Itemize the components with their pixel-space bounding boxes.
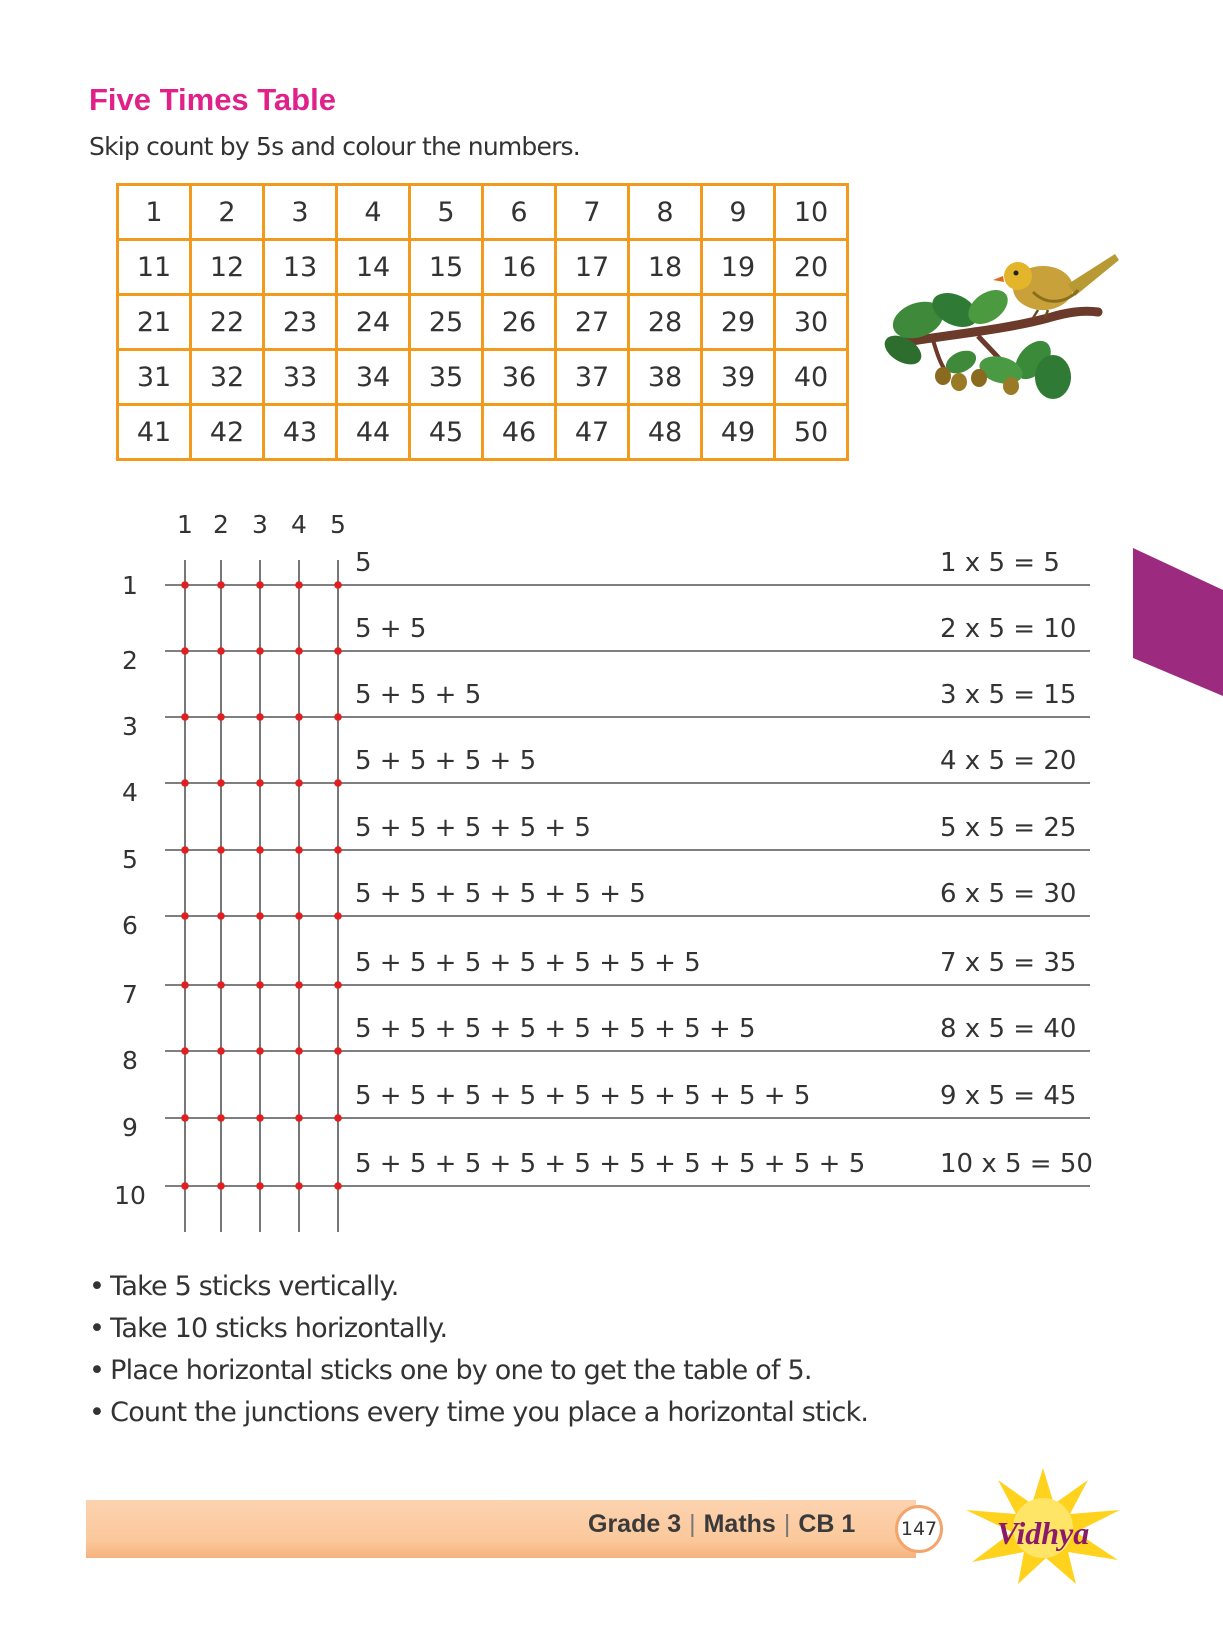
grid-cell: 22 [191,295,264,350]
footer-separator: | [689,1510,696,1538]
instruction-item: • Count the junctions every time you place a horizontal stick. [89,1392,868,1434]
grid-cell: 46 [483,405,556,460]
instruction-list [89,1266,868,1434]
row-label: 2 [122,646,138,675]
grid-cell: 18 [629,240,702,295]
junction-dot [181,1114,189,1122]
junction-dot [334,846,342,854]
grid-cell: 43 [264,405,337,460]
junction-dot [256,846,264,854]
junction-dot [181,912,189,920]
multiplication-fact: 7 x 5 = 35 [940,948,1077,978]
grid-cell: 47 [556,405,629,460]
grid-cell: 21 [118,295,191,350]
multiplication-fact: 8 x 5 = 40 [940,1014,1077,1044]
instruction-item: • Take 10 sticks horizontally. [89,1308,868,1350]
multiplication-fact: 4 x 5 = 20 [940,746,1077,776]
multiplication-fact: 3 x 5 = 15 [940,680,1077,710]
junction-dot [217,912,225,920]
junction-dot [295,647,303,655]
grid-cell: 20 [775,240,848,295]
junction-dot [295,981,303,989]
junction-dot [217,779,225,787]
repeated-addition: 5 + 5 + 5 [355,680,482,710]
multiplication-fact: 5 x 5 = 25 [940,813,1077,843]
junction-dot [334,647,342,655]
grid-cell: 24 [337,295,410,350]
grid-cell: 34 [337,350,410,405]
vertical-stick-label: 2 [213,510,229,539]
junction-dot [256,647,264,655]
row-label: 8 [122,1046,138,1075]
row-label: 7 [122,980,138,1009]
grid-cell: 7 [556,185,629,240]
grid-cell: 37 [556,350,629,405]
row-label: 5 [122,845,138,874]
grid-cell: 19 [702,240,775,295]
page-title: Five Times Table [89,82,336,117]
grid-cell: 9 [702,185,775,240]
junction-dot [295,581,303,589]
grid-cell: 3 [264,185,337,240]
junction-dot [217,981,225,989]
grid-cell: 31 [118,350,191,405]
row-label: 10 [114,1181,146,1210]
junction-dot [256,581,264,589]
junction-dot [256,1114,264,1122]
junction-dot [295,779,303,787]
junction-dot [181,1182,189,1190]
repeated-addition: 5 + 5 + 5 + 5 + 5 + 5 + 5 + 5 + 5 [355,1081,811,1111]
junction-dot [334,1182,342,1190]
junction-dot [295,1182,303,1190]
junction-dot [217,647,225,655]
row-label: 4 [122,778,138,807]
grid-cell: 36 [483,350,556,405]
grid-cell: 17 [556,240,629,295]
junction-dot [295,1114,303,1122]
junction-dot [295,912,303,920]
grid-cell: 48 [629,405,702,460]
row-label: 3 [122,712,138,741]
grid-cell: 10 [775,185,848,240]
vidhya-logo [958,1466,1128,1586]
junction-dot [181,981,189,989]
grid-cell: 50 [775,405,848,460]
junction-dot [256,1182,264,1190]
vertical-stick-label: 4 [291,510,307,539]
junction-dot [295,846,303,854]
grid-cell: 2 [191,185,264,240]
instruction-text: Skip count by 5s and colour the numbers. [89,132,580,161]
page-number: 147 [895,1505,943,1553]
grid-cell: 14 [337,240,410,295]
junction-dot [181,1047,189,1055]
junction-dot [334,912,342,920]
repeated-addition: 5 + 5 + 5 + 5 + 5 + 5 + 5 [355,948,701,978]
grid-cell: 44 [337,405,410,460]
grid-cell: 40 [775,350,848,405]
junction-dot [334,1114,342,1122]
grid-cell: 30 [775,295,848,350]
grid-cell: 16 [483,240,556,295]
grid-cell: 28 [629,295,702,350]
row-label: 1 [122,571,138,600]
grid-cell: 42 [191,405,264,460]
junction-dot [181,647,189,655]
junction-dot [181,713,189,721]
multiplication-fact: 2 x 5 = 10 [940,614,1077,644]
grid-cell: 5 [410,185,483,240]
junction-dot [217,1047,225,1055]
junction-dot [256,912,264,920]
repeated-addition: 5 + 5 + 5 + 5 + 5 + 5 [355,879,646,909]
footer-book: CB 1 [798,1510,856,1538]
repeated-addition: 5 + 5 + 5 + 5 [355,746,537,776]
grid-cell: 45 [410,405,483,460]
junction-dot [334,1047,342,1055]
row-label: 9 [122,1113,138,1142]
multiplication-fact: 10 x 5 = 50 [940,1149,1093,1179]
junction-dot [217,1114,225,1122]
grid-cell: 33 [264,350,337,405]
grid-cell: 8 [629,185,702,240]
repeated-addition: 5 + 5 [355,614,427,644]
repeated-addition: 5 + 5 + 5 + 5 + 5 [355,813,591,843]
multiplication-fact: 1 x 5 = 5 [940,548,1060,578]
grid-cell: 13 [264,240,337,295]
grid-cell: 1 [118,185,191,240]
grid-cell: 27 [556,295,629,350]
logo-text: Vidhya [996,1515,1090,1551]
junction-dot [295,713,303,721]
grid-cell: 12 [191,240,264,295]
footer-grade: Grade 3 [588,1510,682,1538]
footer-subject: Maths [703,1510,776,1538]
junction-dot [181,779,189,787]
grid-cell: 25 [410,295,483,350]
junction-dot [217,713,225,721]
junction-dot [217,1182,225,1190]
junction-dot [334,981,342,989]
grid-cell: 11 [118,240,191,295]
grid-cell: 35 [410,350,483,405]
vertical-stick-label: 5 [330,510,346,539]
repeated-addition: 5 + 5 + 5 + 5 + 5 + 5 + 5 + 5 [355,1014,756,1044]
vertical-stick-label: 1 [177,510,193,539]
grid-cell: 29 [702,295,775,350]
instruction-item: • Take 5 sticks vertically. [89,1266,868,1308]
grid-cell: 6 [483,185,556,240]
junction-dot [295,1047,303,1055]
repeated-addition: 5 + 5 + 5 + 5 + 5 + 5 + 5 + 5 + 5 + 5 [355,1149,866,1179]
junction-dot [181,846,189,854]
footer-separator: | [783,1510,791,1538]
junction-dot [256,981,264,989]
junction-dot [334,713,342,721]
row-label: 6 [122,911,138,940]
repeated-addition: 5 [355,548,372,578]
grid-cell: 26 [483,295,556,350]
junction-dot [256,1047,264,1055]
grid-cell: 49 [702,405,775,460]
junction-dot [217,846,225,854]
footer-label [588,1510,855,1539]
junction-dot [256,779,264,787]
multiplication-fact: 9 x 5 = 45 [940,1081,1077,1111]
grid-cell: 15 [410,240,483,295]
junction-dot [334,779,342,787]
grid-cell: 23 [264,295,337,350]
grid-cell: 4 [337,185,410,240]
multiplication-fact: 6 x 5 = 30 [940,879,1077,909]
vertical-stick-label: 3 [252,510,268,539]
junction-dot [181,581,189,589]
grid-cell: 32 [191,350,264,405]
junction-dot [256,713,264,721]
grid-cell: 39 [702,350,775,405]
grid-cell: 38 [629,350,702,405]
grid-cell: 41 [118,405,191,460]
junction-dot [217,581,225,589]
junction-dot [334,581,342,589]
instruction-item: • Place horizontal sticks one by one to get the table of 5. [89,1350,868,1392]
